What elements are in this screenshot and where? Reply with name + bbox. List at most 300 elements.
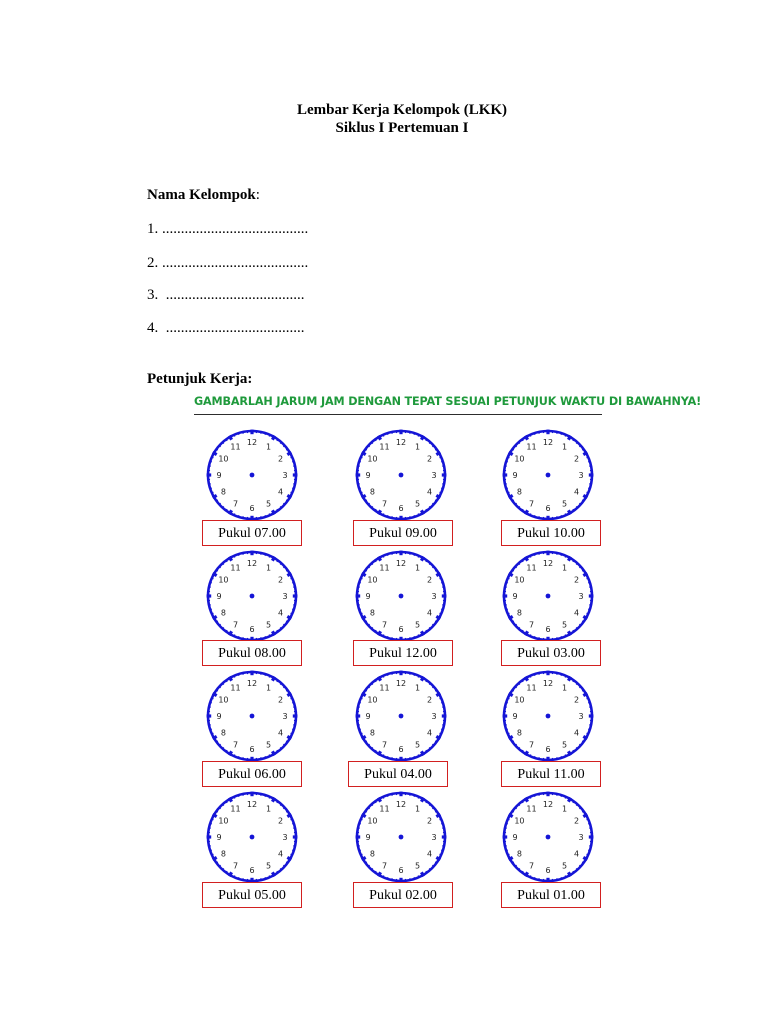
hour-mark: [568, 872, 570, 876]
minute-tick: [505, 850, 507, 851]
clock-number: 2: [278, 454, 284, 464]
minute-tick: [410, 757, 411, 760]
clock-number: 9: [365, 712, 371, 721]
clock-number: 6: [249, 625, 255, 634]
clock-center-dot: [250, 835, 255, 840]
minute-tick: [561, 794, 562, 796]
minute-tick: [589, 587, 592, 588]
clock-number: 7: [381, 620, 388, 630]
minute-tick: [410, 516, 411, 519]
hour-mark: [525, 677, 527, 681]
hour-mark: [272, 436, 274, 440]
clock-number: 5: [265, 740, 272, 750]
clock-number: 7: [232, 620, 239, 630]
hour-mark: [421, 631, 423, 635]
hour-mark: [229, 436, 231, 440]
clock-face-6[interactable]: [500, 548, 596, 644]
clock-number: 2: [574, 575, 580, 585]
hour-mark: [378, 436, 380, 440]
minute-tick: [293, 846, 296, 847]
clock-center-dot: [250, 473, 255, 478]
clock-number: 2: [574, 816, 580, 826]
clock-number: 12: [395, 438, 407, 447]
minute-tick: [441, 702, 443, 703]
clock-number: 12: [542, 438, 554, 447]
minute-tick: [561, 553, 562, 555]
minute-tick: [504, 707, 507, 708]
time-label-12: Pukul 01.00: [501, 882, 601, 908]
clock-number: 11: [526, 442, 537, 452]
minute-tick: [505, 702, 507, 703]
minute-tick: [209, 729, 211, 730]
hour-mark: [213, 814, 217, 816]
minute-tick: [261, 431, 262, 434]
minute-tick: [292, 609, 294, 610]
page-title: Lembar Kerja Kelompok (LKK): [296, 102, 508, 118]
clock-number: 8: [516, 728, 522, 738]
hour-mark: [421, 751, 423, 755]
clock-number: 1: [414, 442, 421, 452]
clock-number: 7: [528, 499, 535, 509]
minute-tick: [243, 516, 244, 519]
minute-tick: [238, 432, 239, 434]
time-label-8: Pukul 04.00: [348, 761, 448, 787]
group-name-colon: :: [255, 187, 260, 203]
clock-number: 10: [367, 575, 378, 585]
minute-tick: [358, 850, 360, 851]
clock-number: 5: [561, 740, 568, 750]
clock-number: 8: [369, 608, 375, 618]
minute-tick: [414, 756, 415, 758]
clock-number: 1: [561, 563, 568, 573]
minute-tick: [557, 793, 558, 796]
clock-number: 5: [561, 861, 568, 871]
clock-face-3[interactable]: [500, 427, 596, 523]
minute-tick: [387, 877, 388, 879]
clock-number: 2: [427, 454, 433, 464]
minute-tick: [505, 609, 507, 610]
clock-center-dot: [546, 594, 551, 599]
minute-tick: [410, 552, 411, 555]
minute-tick: [209, 582, 211, 583]
minute-tick: [238, 673, 239, 675]
hour-mark: [436, 616, 440, 618]
hour-mark: [509, 452, 513, 454]
hour-mark: [421, 510, 423, 514]
hour-mark: [229, 798, 231, 802]
minute-tick: [410, 672, 411, 675]
time-label-4: Pukul 08.00: [202, 640, 302, 666]
minute-tick: [357, 707, 360, 708]
clock-number: 1: [265, 442, 272, 452]
minute-tick: [589, 484, 592, 485]
hour-mark: [362, 573, 366, 575]
page-subtitle: Siklus I Pertemuan I: [335, 120, 469, 136]
minute-tick: [557, 672, 558, 675]
clock-number: 4: [427, 487, 433, 497]
minute-tick: [293, 725, 296, 726]
clock-number: 10: [218, 575, 229, 585]
minute-tick: [442, 828, 445, 829]
clock-number: 4: [278, 849, 284, 859]
minute-tick: [293, 605, 296, 606]
minute-tick: [534, 515, 535, 517]
minute-tick: [539, 431, 540, 434]
clock-number: 3: [282, 471, 288, 480]
clock-number: 11: [379, 563, 390, 573]
clock-number: 9: [512, 592, 518, 601]
minute-tick: [539, 757, 540, 760]
clock-face-5[interactable]: [353, 548, 449, 644]
clock-number: 1: [265, 804, 272, 814]
minute-tick: [441, 850, 443, 851]
minute-tick: [208, 605, 211, 606]
clock-number: 8: [220, 849, 226, 859]
hour-mark: [229, 631, 231, 635]
clock-number: 6: [545, 745, 551, 754]
minute-tick: [442, 587, 445, 588]
time-label-3: Pukul 10.00: [501, 520, 601, 546]
clock-number: 3: [431, 592, 437, 601]
clock-number: 8: [516, 849, 522, 859]
hour-mark: [568, 557, 570, 561]
hour-mark: [568, 510, 570, 514]
minute-tick: [292, 702, 294, 703]
hour-mark: [525, 631, 527, 635]
minute-tick: [387, 794, 388, 796]
clock-number: 5: [561, 620, 568, 630]
clock-number: 10: [218, 695, 229, 705]
clock-number: 8: [220, 487, 226, 497]
minute-tick: [265, 756, 266, 758]
clock-face-4[interactable]: [204, 548, 300, 644]
clock-face-7[interactable]: [204, 668, 300, 764]
minute-tick: [261, 672, 262, 675]
clock-number: 12: [395, 559, 407, 568]
clock-number: 5: [561, 499, 568, 509]
clock-center-dot: [399, 835, 404, 840]
minute-tick: [504, 605, 507, 606]
clock-number: 3: [431, 833, 437, 842]
minute-tick: [209, 702, 211, 703]
clock-center-dot: [546, 714, 551, 719]
clock-face-9[interactable]: [500, 668, 596, 764]
clock-number: 6: [398, 866, 404, 875]
clock-number: 10: [514, 575, 525, 585]
minute-tick: [442, 484, 445, 485]
clock-center-dot: [399, 594, 404, 599]
hour-mark: [568, 436, 570, 440]
minute-tick: [292, 461, 294, 462]
hour-mark: [509, 573, 513, 575]
minute-tick: [588, 609, 590, 610]
minute-tick: [534, 636, 535, 638]
clock-number: 6: [545, 866, 551, 875]
clock-center-dot: [399, 473, 404, 478]
minute-tick: [261, 516, 262, 519]
minute-tick: [209, 823, 211, 824]
minute-tick: [209, 850, 211, 851]
hour-mark: [213, 693, 217, 695]
minute-tick: [243, 672, 244, 675]
clock-number: 1: [265, 683, 272, 693]
minute-tick: [539, 878, 540, 881]
clock-number: 9: [512, 833, 518, 842]
clock-number: 1: [414, 683, 421, 693]
minute-tick: [414, 553, 415, 555]
minute-tick: [588, 729, 590, 730]
minute-tick: [238, 553, 239, 555]
hour-mark: [287, 814, 291, 816]
clock-number: 1: [414, 804, 421, 814]
clock-number: 3: [578, 592, 584, 601]
clock-number: 10: [367, 816, 378, 826]
minute-tick: [442, 605, 445, 606]
clock-number: 7: [381, 499, 388, 509]
minute-tick: [561, 673, 562, 675]
minute-tick: [441, 823, 443, 824]
hour-mark: [287, 736, 291, 738]
clock-number: 11: [230, 563, 241, 573]
clock-number: 8: [369, 487, 375, 497]
clock-number: 12: [246, 559, 258, 568]
minute-tick: [410, 878, 411, 881]
hour-mark: [568, 751, 570, 755]
minute-tick: [441, 582, 443, 583]
clock-number: 12: [246, 679, 258, 688]
clock-number: 11: [379, 442, 390, 452]
clock-number: 2: [278, 695, 284, 705]
minute-tick: [588, 461, 590, 462]
minute-tick: [505, 823, 507, 824]
hour-mark: [362, 814, 366, 816]
clock-number: 8: [369, 728, 375, 738]
group-name-label: Nama Kelompok: [147, 187, 256, 203]
clock-number: 1: [561, 442, 568, 452]
hour-mark: [229, 677, 231, 681]
minute-tick: [357, 466, 360, 467]
clock-number: 3: [431, 712, 437, 721]
hour-mark: [509, 495, 513, 497]
clock-number: 7: [232, 740, 239, 750]
minute-tick: [442, 725, 445, 726]
minute-tick: [441, 461, 443, 462]
minute-tick: [392, 793, 393, 796]
minute-tick: [539, 516, 540, 519]
hour-mark: [362, 736, 366, 738]
clock-number: 11: [526, 804, 537, 814]
hour-mark: [378, 510, 380, 514]
clock-number: 2: [278, 575, 284, 585]
clock-face-10[interactable]: [204, 789, 300, 885]
minute-tick: [505, 461, 507, 462]
hour-mark: [436, 857, 440, 859]
hour-mark: [287, 693, 291, 695]
hour-mark: [362, 857, 366, 859]
clock-number: 11: [230, 804, 241, 814]
clock-face-1[interactable]: [204, 427, 300, 523]
minute-tick: [442, 846, 445, 847]
hour-mark: [213, 736, 217, 738]
clock-center-dot: [546, 473, 551, 478]
minute-tick: [209, 609, 211, 610]
minute-tick: [265, 432, 266, 434]
hour-mark: [583, 814, 587, 816]
hour-mark: [287, 616, 291, 618]
minute-tick: [534, 673, 535, 675]
clock-face-12[interactable]: [500, 789, 596, 885]
minute-tick: [588, 702, 590, 703]
minute-tick: [539, 552, 540, 555]
minute-tick: [414, 673, 415, 675]
minute-tick: [557, 552, 558, 555]
minute-tick: [392, 672, 393, 675]
clock-face-8[interactable]: [353, 668, 449, 764]
clock-number: 2: [574, 695, 580, 705]
hour-mark: [378, 798, 380, 802]
time-label-7: Pukul 06.00: [202, 761, 302, 787]
member-line-1[interactable]: 1. .......................................: [147, 221, 309, 237]
clock-number: 4: [427, 728, 433, 738]
minute-tick: [238, 877, 239, 879]
clock-number: 7: [528, 861, 535, 871]
hour-mark: [568, 798, 570, 802]
minute-tick: [292, 488, 294, 489]
clock-center-dot: [546, 835, 551, 840]
minute-tick: [534, 794, 535, 796]
minute-tick: [589, 725, 592, 726]
clock-number: 7: [232, 499, 239, 509]
hour-mark: [213, 857, 217, 859]
minute-tick: [243, 431, 244, 434]
clock-number: 5: [414, 499, 421, 509]
member-line-3[interactable]: 3. .....................................: [147, 287, 305, 303]
clock-number: 9: [365, 592, 371, 601]
minute-tick: [414, 515, 415, 517]
minute-tick: [442, 466, 445, 467]
minute-tick: [534, 877, 535, 879]
minute-tick: [442, 707, 445, 708]
minute-tick: [265, 673, 266, 675]
minute-tick: [387, 432, 388, 434]
minute-tick: [292, 582, 294, 583]
hour-mark: [272, 510, 274, 514]
time-label-1: Pukul 07.00: [202, 520, 302, 546]
clock-number: 6: [249, 866, 255, 875]
hour-mark: [229, 751, 231, 755]
minute-tick: [208, 846, 211, 847]
minute-tick: [387, 515, 388, 517]
hour-mark: [436, 452, 440, 454]
hour-mark: [378, 631, 380, 635]
clock-number: 7: [232, 861, 239, 871]
hour-mark: [272, 872, 274, 876]
minute-tick: [265, 794, 266, 796]
clock-number: 10: [218, 816, 229, 826]
minute-tick: [414, 636, 415, 638]
minute-tick: [410, 431, 411, 434]
minute-tick: [387, 673, 388, 675]
clock-face-11[interactable]: [353, 789, 449, 885]
clock-number: 12: [395, 800, 407, 809]
hour-mark: [287, 857, 291, 859]
minute-tick: [539, 793, 540, 796]
clock-number: 9: [216, 471, 222, 480]
hour-mark: [436, 814, 440, 816]
clock-number: 12: [542, 559, 554, 568]
clock-number: 1: [561, 804, 568, 814]
minute-tick: [293, 466, 296, 467]
hour-mark: [525, 436, 527, 440]
clock-number: 9: [365, 471, 371, 480]
clock-number: 11: [526, 563, 537, 573]
clock-number: 2: [427, 695, 433, 705]
minute-tick: [208, 725, 211, 726]
minute-tick: [504, 828, 507, 829]
member-line-2[interactable]: 2. .......................................: [147, 255, 309, 271]
minute-tick: [505, 488, 507, 489]
minute-tick: [357, 605, 360, 606]
hour-mark: [213, 616, 217, 618]
minute-tick: [589, 605, 592, 606]
hour-mark: [436, 495, 440, 497]
hour-mark: [272, 751, 274, 755]
minute-tick: [557, 431, 558, 434]
minute-tick: [238, 794, 239, 796]
clock-number: 5: [265, 861, 272, 871]
member-line-4[interactable]: 4. .....................................: [147, 320, 305, 336]
minute-tick: [238, 756, 239, 758]
hour-mark: [436, 693, 440, 695]
minute-tick: [243, 757, 244, 760]
minute-tick: [243, 793, 244, 796]
minute-tick: [358, 823, 360, 824]
hour-mark: [378, 677, 380, 681]
clock-number: 4: [278, 487, 284, 497]
clock-number: 8: [220, 728, 226, 738]
clock-number: 8: [369, 849, 375, 859]
minute-tick: [441, 488, 443, 489]
minute-tick: [588, 488, 590, 489]
clock-number: 11: [379, 804, 390, 814]
clock-number: 8: [516, 608, 522, 618]
clock-number: 5: [265, 499, 272, 509]
clock-face-2[interactable]: [353, 427, 449, 523]
clock-number: 12: [246, 438, 258, 447]
clock-number: 2: [574, 454, 580, 464]
hour-mark: [213, 452, 217, 454]
minute-tick: [441, 609, 443, 610]
clock-number: 3: [282, 592, 288, 601]
minute-tick: [208, 828, 211, 829]
minute-tick: [265, 553, 266, 555]
clock-number: 6: [398, 625, 404, 634]
clock-number: 2: [427, 575, 433, 585]
minute-tick: [261, 793, 262, 796]
minute-tick: [265, 877, 266, 879]
minute-tick: [392, 431, 393, 434]
minute-tick: [358, 609, 360, 610]
minute-tick: [505, 582, 507, 583]
clock-number: 5: [265, 620, 272, 630]
clock-number: 6: [249, 745, 255, 754]
clock-number: 3: [578, 833, 584, 842]
clock-number: 9: [512, 712, 518, 721]
hour-mark: [362, 452, 366, 454]
clock-center-dot: [250, 594, 255, 599]
clock-number: 3: [282, 712, 288, 721]
clock-number: 9: [216, 833, 222, 842]
